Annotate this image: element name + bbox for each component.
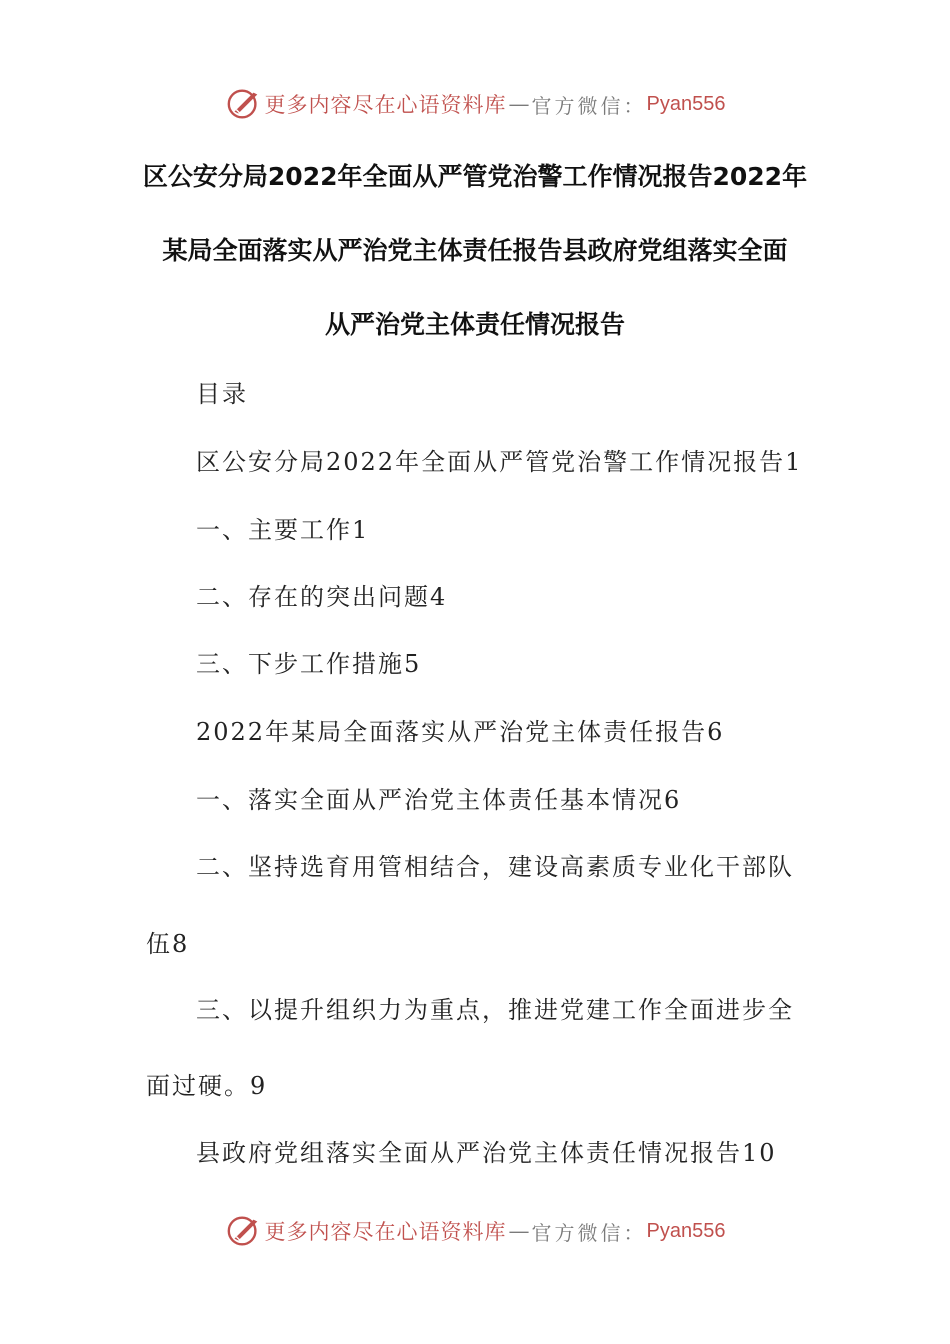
toc-entry: 二、存在的突出问题4 xyxy=(196,583,448,611)
banner-wechat-id: Pyan556 xyxy=(646,92,726,115)
banner-dash: — xyxy=(508,92,530,116)
toc-heading: 目录 xyxy=(196,380,248,408)
toc-entry: 二、坚持选育用管相结合，建设高素质专业化干部队 xyxy=(196,853,794,881)
document-title-line-3: 从严治党主体责任情况报告 xyxy=(324,310,625,339)
banner-wechat-label: 官方微信： xyxy=(531,1220,647,1245)
banner-dash: — xyxy=(508,1219,530,1243)
toc-entry-continuation: 伍8 xyxy=(146,930,190,958)
toc-entry: 区公安分局2022年全面从严管党治警工作情况报告1 xyxy=(196,448,803,476)
footer-banner xyxy=(0,1211,950,1251)
document-title-line-2: 某局全面落实从严治党主体责任报告县政府党组落实全面 xyxy=(162,236,788,265)
toc-entry: 三、下步工作措施5 xyxy=(196,650,422,678)
document-title-line-1: 区公安分局2022年全面从严管党治警工作情况报告2022年 xyxy=(142,162,808,191)
toc-entry: 一、落实全面从严治党主体责任基本情况6 xyxy=(196,786,682,814)
toc-entry: 三、以提升组织力为重点，推进党建工作全面进步全 xyxy=(196,996,794,1024)
header-banner xyxy=(0,84,950,124)
toc-entry: 县政府党组落实全面从严治党主体责任情况报告10 xyxy=(196,1139,777,1167)
pen-logo-icon xyxy=(225,85,263,123)
banner-wechat-id: Pyan556 xyxy=(646,1219,726,1242)
toc-entry-continuation: 面过硬。9 xyxy=(146,1072,268,1100)
banner-site-name: 更多内容尽在心语资料库 xyxy=(264,93,507,117)
toc-entry: 2022年某局全面落实从严治党主体责任报告6 xyxy=(196,718,725,746)
banner-wechat-label: 官方微信： xyxy=(531,93,647,118)
pen-logo-icon xyxy=(225,1212,263,1250)
toc-entry: 一、主要工作1 xyxy=(196,516,370,544)
banner-site-name: 更多内容尽在心语资料库 xyxy=(264,1220,507,1244)
